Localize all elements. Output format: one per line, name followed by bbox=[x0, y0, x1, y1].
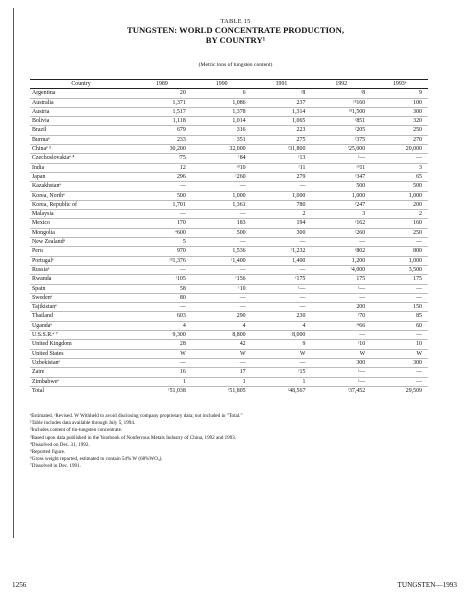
value-cell-1993: 20,000 bbox=[371, 145, 428, 154]
value-cell-1992: 300 bbox=[311, 358, 371, 367]
value-cell-1992: ʳ247 bbox=[311, 200, 371, 209]
value-cell-1992: 175 bbox=[311, 275, 371, 284]
value-cell-1992: — bbox=[311, 293, 371, 302]
country-cell: Zaire bbox=[30, 368, 132, 377]
value-cell-1989: ʳ105 bbox=[132, 275, 192, 284]
value-cell-1991: 1,065 bbox=[252, 117, 312, 126]
country-cell: Brazil bbox=[30, 126, 132, 135]
value-cell-1990: 42 bbox=[192, 340, 252, 349]
footnote: ⁷Dissolved in Dec. 1991. bbox=[30, 463, 81, 470]
value-cell-1990: — bbox=[192, 293, 252, 302]
value-cell-1990: 1,361 bbox=[192, 200, 252, 209]
value-cell-1990: 500 bbox=[192, 228, 252, 237]
table-number: TABLE 15 bbox=[220, 18, 251, 25]
value-cell-1991: 8,000 bbox=[252, 331, 312, 340]
value-cell-1993: 100 bbox=[371, 98, 428, 107]
value-cell-1990: 1,378 bbox=[192, 107, 252, 116]
value-cell-1993: 85 bbox=[371, 312, 428, 321]
value-cell-1990: ʳ51,805 bbox=[192, 386, 252, 395]
value-cell-1993: 320 bbox=[371, 117, 428, 126]
value-cell-1990: — bbox=[192, 358, 252, 367]
table-row bbox=[30, 163, 428, 172]
value-cell-1991: 194 bbox=[252, 219, 312, 228]
footnote: ¹Table includes data available through July 5, 1994. bbox=[30, 420, 136, 427]
total-row bbox=[30, 386, 428, 395]
country-cell: Rwanda bbox=[30, 275, 132, 284]
table-row bbox=[30, 247, 428, 256]
units-caption: (Metric tons of tungsten content) bbox=[198, 62, 273, 68]
value-cell-1989: 296 bbox=[132, 172, 192, 181]
table-row bbox=[30, 238, 428, 247]
value-cell-1990: — bbox=[192, 303, 252, 312]
value-cell-1992: ʳ³11 bbox=[311, 163, 371, 172]
value-cell-1991: ʳ1,232 bbox=[252, 247, 312, 256]
value-cell-1990: 351 bbox=[192, 135, 252, 144]
value-cell-1991: ʳ8 bbox=[252, 89, 312, 98]
value-cell-1991: ʳ11 bbox=[252, 163, 312, 172]
value-cell-1989: ʳ75 bbox=[132, 154, 192, 163]
country-cell: Portugalᵉ bbox=[30, 256, 132, 265]
value-cell-1992: ʳ— bbox=[311, 154, 371, 163]
value-cell-1989: 233 bbox=[132, 135, 192, 144]
value-cell-1992: ʳ162 bbox=[311, 219, 371, 228]
value-cell-1990: 1,086 bbox=[192, 98, 252, 107]
table-title-line-1: TUNGSTEN: WORLD CONCENTRATE PRODUCTION, bbox=[127, 25, 344, 35]
value-cell-1989: 28 bbox=[132, 340, 192, 349]
value-cell-1991: 4 bbox=[252, 321, 312, 330]
country-cell: Argentina bbox=[30, 89, 132, 98]
value-cell-1991: 1,400 bbox=[252, 256, 312, 265]
header-country: Country bbox=[30, 80, 132, 89]
footnote: ²Includes content of tin-tungsten concentrate. bbox=[30, 427, 123, 434]
table-row bbox=[30, 331, 428, 340]
value-cell-1989: 30,200 bbox=[132, 145, 192, 154]
value-cell-1989: — bbox=[132, 303, 192, 312]
value-cell-1992: ʳ205 bbox=[311, 126, 371, 135]
country-cell: Uzbekistanᵉ bbox=[30, 358, 132, 367]
country-cell: Zimbabweᵉ bbox=[30, 377, 132, 386]
value-cell-1991: — bbox=[252, 238, 312, 247]
value-cell-1991: 275 bbox=[252, 135, 312, 144]
footnote: ᵉEstimated. ʳRevised. W Withheld to avoid disclosing company proprietary data; not included in "Total." bbox=[30, 413, 243, 419]
value-cell-1989: — bbox=[132, 210, 192, 219]
value-cell-1992: ʳᵉ66 bbox=[311, 321, 371, 330]
country-cell: Total bbox=[30, 386, 132, 395]
page-footer bbox=[0, 581, 471, 593]
value-cell-1990: 1,014 bbox=[192, 117, 252, 126]
value-cell-1992: 3 bbox=[311, 210, 371, 219]
value-cell-1990: 316 bbox=[192, 126, 252, 135]
table-row bbox=[30, 107, 428, 116]
value-cell-1990: 4 bbox=[192, 321, 252, 330]
value-cell-1992: ʳ— bbox=[311, 377, 371, 386]
value-cell-1990: ʳ260 bbox=[192, 172, 252, 181]
table-row bbox=[30, 284, 428, 293]
table-row bbox=[30, 182, 428, 191]
page-number: 1256 bbox=[12, 581, 27, 589]
value-cell-1991: 223 bbox=[252, 126, 312, 135]
value-cell-1990: — bbox=[192, 238, 252, 247]
table-row bbox=[30, 210, 428, 219]
country-cell: Japan bbox=[30, 172, 132, 181]
footnotes bbox=[30, 413, 440, 471]
country-cell: New Zealandᵉ bbox=[30, 238, 132, 247]
table-title-line-2: BY COUNTRY¹ bbox=[205, 35, 266, 45]
value-cell-1992: ʳ³1,500 bbox=[311, 107, 371, 116]
value-cell-1989: 679 bbox=[132, 126, 192, 135]
value-cell-1993: 2 bbox=[371, 210, 428, 219]
value-cell-1992: ʳ4,000 bbox=[311, 265, 371, 274]
country-cell: Tajikistanᵉ bbox=[30, 303, 132, 312]
value-cell-1991: 9 bbox=[252, 340, 312, 349]
value-cell-1989: 603 bbox=[132, 312, 192, 321]
value-cell-1989: 58 bbox=[132, 284, 192, 293]
value-cell-1992: — bbox=[311, 331, 371, 340]
value-cell-1991: ʳ175 bbox=[252, 275, 312, 284]
value-cell-1992: ʳ260 bbox=[311, 228, 371, 237]
value-cell-1993: 65 bbox=[371, 172, 428, 181]
value-cell-1989: 1,701 bbox=[132, 200, 192, 209]
value-cell-1991: — bbox=[252, 358, 312, 367]
value-cell-1993: 250 bbox=[371, 228, 428, 237]
value-cell-1989: 970 bbox=[132, 247, 192, 256]
value-cell-1991: 230 bbox=[252, 312, 312, 321]
country-cell: U.S.S.R.ᵉ ⁷ bbox=[30, 331, 132, 340]
country-cell: Czechoslovakiaᵉ ⁴ bbox=[30, 154, 132, 163]
value-cell-1993: W bbox=[371, 349, 428, 358]
value-cell-1989: 16 bbox=[132, 368, 192, 377]
value-cell-1992: ʳ375 bbox=[311, 135, 371, 144]
value-cell-1990: 1,536 bbox=[192, 247, 252, 256]
value-cell-1992: ʳ851 bbox=[311, 117, 371, 126]
table-row bbox=[30, 117, 428, 126]
value-cell-1993: 250 bbox=[371, 126, 428, 135]
value-cell-1990: 17 bbox=[192, 368, 252, 377]
table-row bbox=[30, 321, 428, 330]
production-table bbox=[30, 79, 428, 395]
country-cell: Korea, Republic of bbox=[30, 200, 132, 209]
header-row bbox=[30, 80, 428, 89]
value-cell-1991: 237 bbox=[252, 98, 312, 107]
country-cell: Kazakhstanᵉ bbox=[30, 182, 132, 191]
value-cell-1989: 20 bbox=[132, 89, 192, 98]
value-cell-1991: 2 bbox=[252, 210, 312, 219]
value-cell-1989: 500 bbox=[132, 191, 192, 200]
value-cell-1989: 12 bbox=[132, 163, 192, 172]
table-row bbox=[30, 303, 428, 312]
table-row bbox=[30, 200, 428, 209]
country-cell: United States bbox=[30, 349, 132, 358]
value-cell-1992: 1,000 bbox=[311, 191, 371, 200]
table-row bbox=[30, 135, 428, 144]
table-row bbox=[30, 228, 428, 237]
value-cell-1993: 300 bbox=[371, 107, 428, 116]
value-cell-1991: 300 bbox=[252, 228, 312, 237]
value-cell-1993: 175 bbox=[371, 275, 428, 284]
value-cell-1989: 80 bbox=[132, 293, 192, 302]
value-cell-1993: 10 bbox=[371, 340, 428, 349]
value-cell-1993: 150 bbox=[371, 303, 428, 312]
value-cell-1993: 300 bbox=[371, 358, 428, 367]
country-cell: Mexico bbox=[30, 219, 132, 228]
value-cell-1992: ʳ70 bbox=[311, 312, 371, 321]
value-cell-1991: ʳ48,567 bbox=[252, 386, 312, 395]
value-cell-1990: 6 bbox=[192, 89, 252, 98]
running-title: TUNGSTEN—1993 bbox=[397, 581, 457, 589]
value-cell-1993: — bbox=[371, 368, 428, 377]
table-row bbox=[30, 145, 428, 154]
value-cell-1991: — bbox=[252, 182, 312, 191]
value-cell-1989: ʳ51,038 bbox=[132, 386, 192, 395]
value-cell-1992: ʳ— bbox=[311, 368, 371, 377]
table-row bbox=[30, 89, 428, 98]
country-cell: Australia bbox=[30, 98, 132, 107]
table-body bbox=[30, 89, 428, 395]
value-cell-1990: 290 bbox=[192, 312, 252, 321]
country-cell: Swedenᵉ bbox=[30, 293, 132, 302]
value-cell-1991: 1,000 bbox=[252, 191, 312, 200]
value-cell-1989: 170 bbox=[132, 219, 192, 228]
country-cell: United Kingdom bbox=[30, 340, 132, 349]
value-cell-1991: ʳ13 bbox=[252, 154, 312, 163]
value-cell-1993: 500 bbox=[371, 182, 428, 191]
country-cell: Burmaᵉ bbox=[30, 135, 132, 144]
header-1990: 1990 bbox=[192, 80, 252, 89]
value-cell-1993: — bbox=[371, 284, 428, 293]
value-cell-1993: 800 bbox=[371, 247, 428, 256]
country-cell: Austria bbox=[30, 107, 132, 116]
value-cell-1990: 32,000 bbox=[192, 145, 252, 154]
table-row bbox=[30, 349, 428, 358]
table-row bbox=[30, 265, 428, 274]
value-cell-1992: 500 bbox=[311, 182, 371, 191]
value-cell-1989: — bbox=[132, 358, 192, 367]
value-cell-1989: — bbox=[132, 265, 192, 274]
value-cell-1993: 60 bbox=[371, 321, 428, 330]
value-cell-1990: ʳ³10 bbox=[192, 163, 252, 172]
country-cell: India bbox=[30, 163, 132, 172]
value-cell-1989: 5 bbox=[132, 238, 192, 247]
table-row bbox=[30, 126, 428, 135]
footnote: ³Based upon data published in the Yearbook of Nonferrous Metals Industry of China, 1992 and 1993. bbox=[30, 434, 237, 441]
value-cell-1992: ʳ10 bbox=[311, 340, 371, 349]
value-cell-1989: 9,300 bbox=[132, 331, 192, 340]
value-cell-1992: ʳ802 bbox=[311, 247, 371, 256]
country-cell: Mongolia bbox=[30, 228, 132, 237]
value-cell-1990: — bbox=[192, 265, 252, 274]
country-cell: Chinaᵉ ³ bbox=[30, 145, 132, 154]
table-row bbox=[30, 275, 428, 284]
table-row bbox=[30, 191, 428, 200]
value-cell-1991: ʳ— bbox=[252, 284, 312, 293]
value-cell-1989: ʳ³1,376 bbox=[132, 256, 192, 265]
table-row bbox=[30, 358, 428, 367]
value-cell-1989: W bbox=[132, 349, 192, 358]
value-cell-1991: 780 bbox=[252, 200, 312, 209]
value-cell-1991: ʳ15 bbox=[252, 368, 312, 377]
value-cell-1990: 1 bbox=[192, 377, 252, 386]
value-cell-1989: 1,517 bbox=[132, 107, 192, 116]
value-cell-1990: W bbox=[192, 349, 252, 358]
value-cell-1992: ʳ³160 bbox=[311, 98, 371, 107]
value-cell-1992: ʳ25,000 bbox=[311, 145, 371, 154]
value-cell-1992: — bbox=[311, 238, 371, 247]
value-cell-1990: 183 bbox=[192, 219, 252, 228]
value-cell-1993: 29,509 bbox=[371, 386, 428, 395]
value-cell-1992: ʳ8 bbox=[311, 89, 371, 98]
value-cell-1992: ʳ— bbox=[311, 284, 371, 293]
value-cell-1993: — bbox=[371, 377, 428, 386]
value-cell-1993: 1,000 bbox=[371, 256, 428, 265]
footnote: ⁵Reported figure. bbox=[30, 449, 66, 456]
value-cell-1992: ʳ37,452 bbox=[311, 386, 371, 395]
header-1992: 1992 bbox=[311, 80, 371, 89]
table-row bbox=[30, 368, 428, 377]
country-cell: Korea, Northᵉ bbox=[30, 191, 132, 200]
table-row bbox=[30, 172, 428, 181]
value-cell-1991: 1,314 bbox=[252, 107, 312, 116]
value-cell-1990: — bbox=[192, 182, 252, 191]
value-cell-1993: 1,000 bbox=[371, 191, 428, 200]
value-cell-1990: 8,800 bbox=[192, 331, 252, 340]
country-cell: Ugandaᵉ bbox=[30, 321, 132, 330]
country-cell: Thailand bbox=[30, 312, 132, 321]
header-1993: 1993ᵉ bbox=[371, 80, 428, 89]
value-cell-1989: 1,371 bbox=[132, 98, 192, 107]
value-cell-1991: W bbox=[252, 349, 312, 358]
value-cell-1989: ᵉ600 bbox=[132, 228, 192, 237]
value-cell-1993: — bbox=[371, 154, 428, 163]
value-cell-1990: 1,000 bbox=[192, 191, 252, 200]
value-cell-1991: ʳ31,800 bbox=[252, 145, 312, 154]
table-row bbox=[30, 154, 428, 163]
value-cell-1990: ʳ84 bbox=[192, 154, 252, 163]
value-cell-1990: ʳ10 bbox=[192, 284, 252, 293]
table-row bbox=[30, 256, 428, 265]
value-cell-1989: 1,118 bbox=[132, 117, 192, 126]
table-row bbox=[30, 98, 428, 107]
country-cell: Bolivia bbox=[30, 117, 132, 126]
value-cell-1993: 3,500 bbox=[371, 265, 428, 274]
value-cell-1989: 1 bbox=[132, 377, 192, 386]
value-cell-1990: ʳ1,400 bbox=[192, 256, 252, 265]
value-cell-1992: W bbox=[311, 349, 371, 358]
value-cell-1993: 9 bbox=[371, 89, 428, 98]
footnote: ⁶Gross weight reported, estimated to contain 54% W (68%WO₃). bbox=[30, 456, 163, 463]
value-cell-1993: 200 bbox=[371, 200, 428, 209]
header-1991: 1991 bbox=[252, 80, 312, 89]
value-cell-1993: — bbox=[371, 331, 428, 340]
value-cell-1993: — bbox=[371, 293, 428, 302]
footnote: ⁴Dissolved on Dec. 31, 1992. bbox=[30, 441, 90, 448]
table-row bbox=[30, 340, 428, 349]
value-cell-1993: 270 bbox=[371, 135, 428, 144]
value-cell-1991: — bbox=[252, 303, 312, 312]
value-cell-1993: 3 bbox=[371, 163, 428, 172]
value-cell-1989: — bbox=[132, 182, 192, 191]
value-cell-1993: — bbox=[371, 238, 428, 247]
value-cell-1992: 200 bbox=[311, 303, 371, 312]
country-cell: Malaysia bbox=[30, 210, 132, 219]
value-cell-1993: 160 bbox=[371, 219, 428, 228]
value-cell-1990: — bbox=[192, 210, 252, 219]
table-row bbox=[30, 219, 428, 228]
table-row bbox=[30, 312, 428, 321]
value-cell-1991: 279 bbox=[252, 172, 312, 181]
table-row bbox=[30, 377, 428, 386]
country-cell: Russiaᵉ bbox=[30, 265, 132, 274]
margin-rule bbox=[13, 8, 14, 538]
country-cell: Spain bbox=[30, 284, 132, 293]
value-cell-1991: 1 bbox=[252, 377, 312, 386]
header-1989: 1989 bbox=[132, 80, 192, 89]
value-cell-1992: 1,200 bbox=[311, 256, 371, 265]
table-heading bbox=[0, 18, 471, 45]
country-cell: Peru bbox=[30, 247, 132, 256]
value-cell-1991: — bbox=[252, 293, 312, 302]
value-cell-1991: — bbox=[252, 265, 312, 274]
table-row bbox=[30, 293, 428, 302]
value-cell-1990: ʳ156 bbox=[192, 275, 252, 284]
value-cell-1989: 4 bbox=[132, 321, 192, 330]
value-cell-1992: ʳ347 bbox=[311, 172, 371, 181]
